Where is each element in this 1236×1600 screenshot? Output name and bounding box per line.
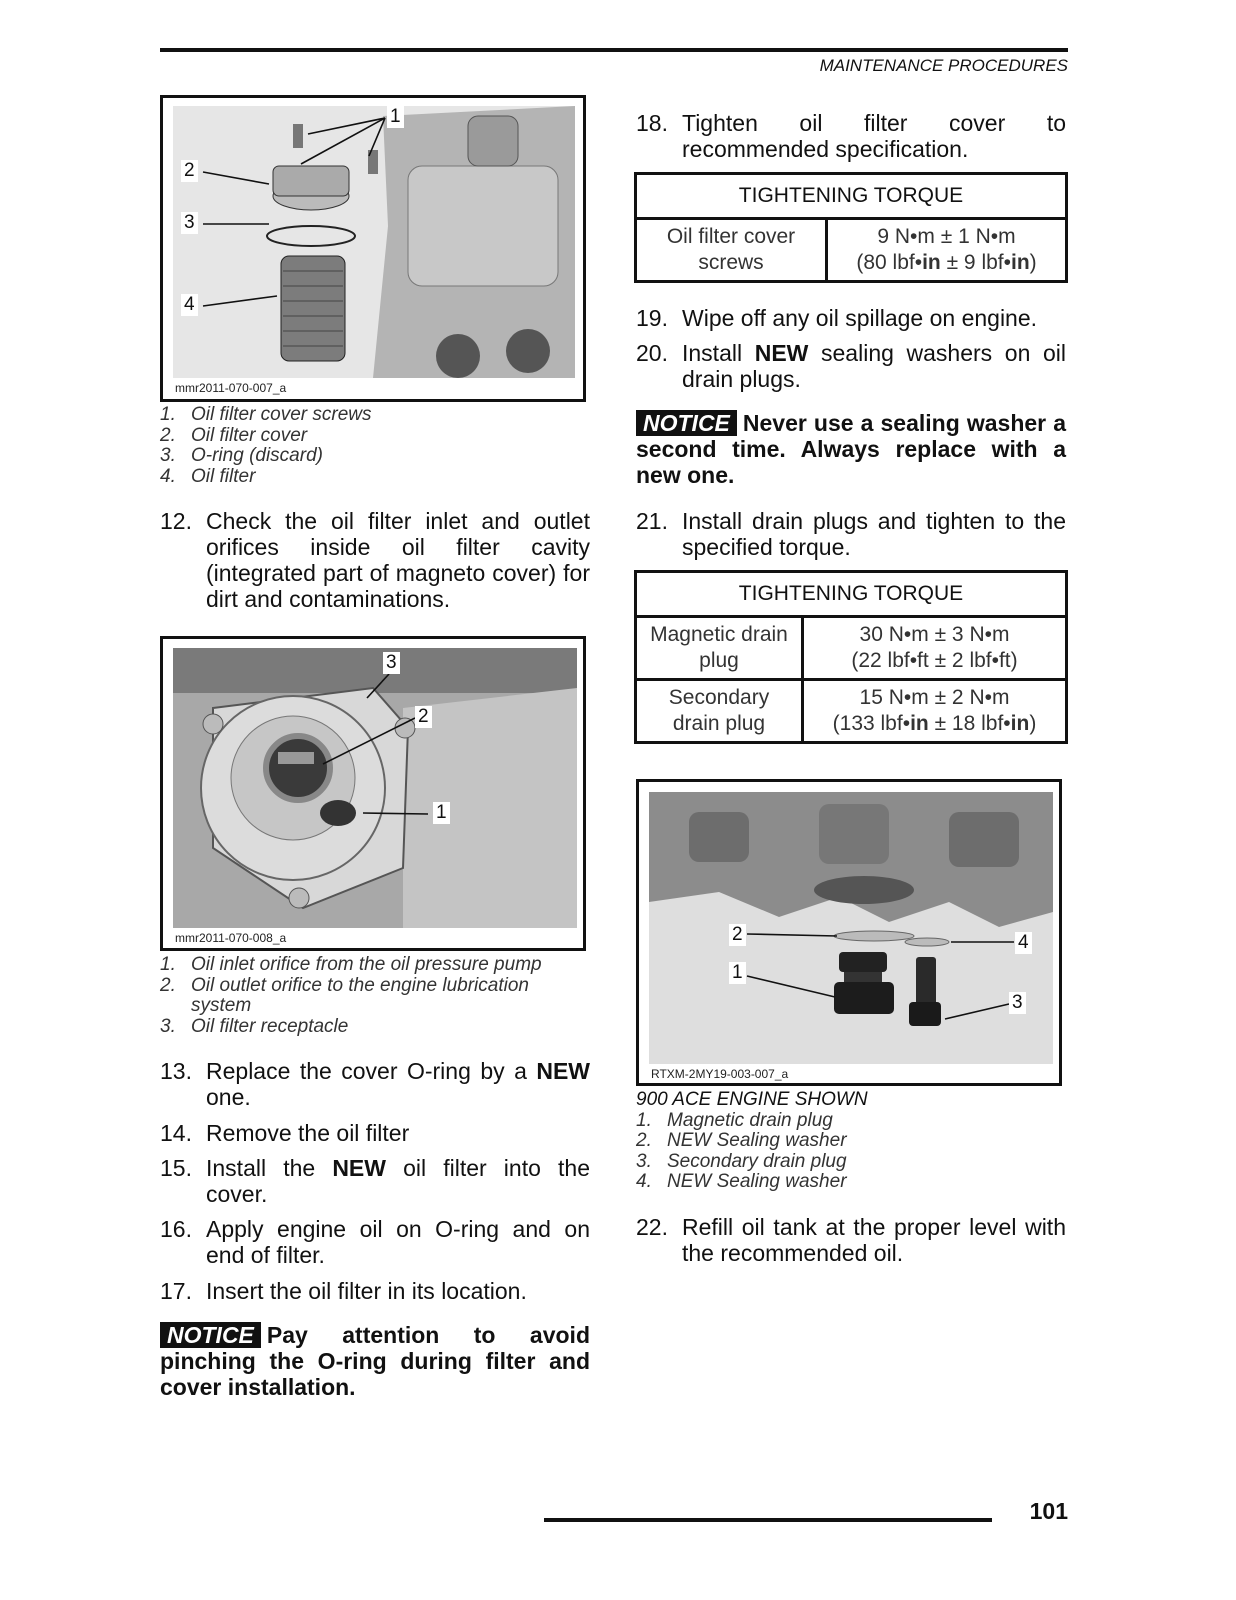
callout-2: 2 <box>415 706 432 728</box>
torque-table-title: TIGHTENING TORQUE <box>636 174 1067 219</box>
step-14: 14. Remove the oil filter <box>160 1120 410 1146</box>
notice-sealing-washer: NOTICE Never use a sealing washer a second time. Always replace with a new one. <box>636 410 1066 488</box>
callout-3: 3 <box>383 652 400 674</box>
table-row: Secondary drain plug 15 N•m ± 2 N•m (133 lbf•in ± 18 lbf•in) <box>636 680 1067 743</box>
torque-table-cover <box>634 172 1068 283</box>
notice-badge: NOTICE <box>636 410 737 436</box>
notice-badge: NOTICE <box>160 1322 261 1348</box>
step-22: 22. Refill oil tank at the proper level with the recommended oil. <box>636 1214 1066 1266</box>
step-21: 21. Install drain plugs and tighten to the specified torque. <box>636 508 1066 560</box>
legend-item: 4. Oil filter <box>160 465 256 487</box>
notice-o-ring: NOTICE Pay attention to avoid pinching the O-ring during filter and cover installation. <box>160 1322 590 1400</box>
legend-item: 3. Oil filter receptacle <box>160 1015 349 1037</box>
legend-item: 2. NEW Sealing washer <box>636 1130 847 1151</box>
figure-filter-cavity <box>160 636 586 951</box>
legend-item: 2. Oil outlet orifice to the engine lubrication system <box>160 974 529 1016</box>
step-20: 20. Install NEW sealing washers on oil drain plugs. <box>636 340 1066 392</box>
legend-item: 1. Oil filter cover screws <box>160 404 372 425</box>
legend-item: 1. Oil inlet orifice from the oil pressure pump <box>160 954 542 975</box>
step-15: 15. Install the NEW oil filter into the cover. <box>160 1155 590 1207</box>
figure-id: mmr2011-070-008_a <box>175 931 287 945</box>
legend-item: 3. O-ring (discard) <box>160 445 323 466</box>
figure-filter-cavity-image <box>173 648 577 928</box>
figure-drain-plugs <box>636 779 1062 1086</box>
step-17: 17. Insert the oil filter in its location. <box>160 1278 527 1304</box>
callout-1: 1 <box>387 106 404 128</box>
callout-3: 3 <box>1009 992 1026 1014</box>
callout-arrows <box>649 792 1053 1064</box>
step-19: 19. Wipe off any oil spillage on engine. <box>636 305 1038 331</box>
legend-item: 3. Secondary drain plug <box>636 1150 847 1172</box>
legend-item: 2. Oil filter cover <box>160 424 308 446</box>
page-number: 101 <box>1029 1498 1068 1524</box>
figure-drain-plugs-image <box>649 792 1053 1064</box>
callout-4: 4 <box>181 294 198 316</box>
table-row: Magnetic drain plug 30 N•m ± 3 N•m (22 lbf•ft ± 2 lbf•ft) <box>636 617 1067 680</box>
footer-rule <box>544 1518 992 1522</box>
legend-item: 1. Magnetic drain plug <box>636 1109 833 1131</box>
figure-oil-filter-cover <box>160 95 586 402</box>
torque-table-title: TIGHTENING TORQUE <box>636 572 1067 617</box>
legend-item: 4. NEW Sealing washer <box>636 1171 847 1192</box>
figure3-legend <box>636 1090 1066 1193</box>
table-row: Oil filter cover screws 9 N•m ± 1 N•m (80 lbf•in ± 9 lbf•in) <box>636 219 1067 282</box>
figure2-legend <box>160 955 590 1037</box>
header-rule <box>160 48 1068 52</box>
step-12: 12. Check the oil filter inlet and outlet orifices inside oil filter cavity (integrated part of magneto cover) for dirt and contaminations. <box>160 508 590 612</box>
section-header: MAINTENANCE PROCEDURES <box>819 56 1068 75</box>
figure-oil-filter-cover-image <box>173 106 575 378</box>
torque-table-drain-plugs <box>634 570 1068 744</box>
callout-3: 3 <box>181 212 198 234</box>
step-13: 13. Replace the cover O-ring by a NEW one. <box>160 1058 590 1110</box>
callout-arrows <box>173 106 575 378</box>
step-18: 18. Tighten oil filter cover to recommended specification. <box>636 110 1066 162</box>
callout-2: 2 <box>729 924 746 946</box>
figure-id: mmr2011-070-007_a <box>175 381 287 395</box>
figure-id: RTXM-2MY19-003-007_a <box>651 1067 789 1081</box>
callout-1: 1 <box>433 802 450 824</box>
step-16: 16. Apply engine oil on O-ring and on end of filter. <box>160 1216 590 1268</box>
callout-2: 2 <box>181 160 198 182</box>
figure-caption: 900 ACE ENGINE SHOWN <box>636 1089 868 1110</box>
callout-4: 4 <box>1015 932 1032 954</box>
callout-arrows <box>173 648 577 928</box>
figure1-legend <box>160 405 590 487</box>
callout-1: 1 <box>729 962 746 984</box>
